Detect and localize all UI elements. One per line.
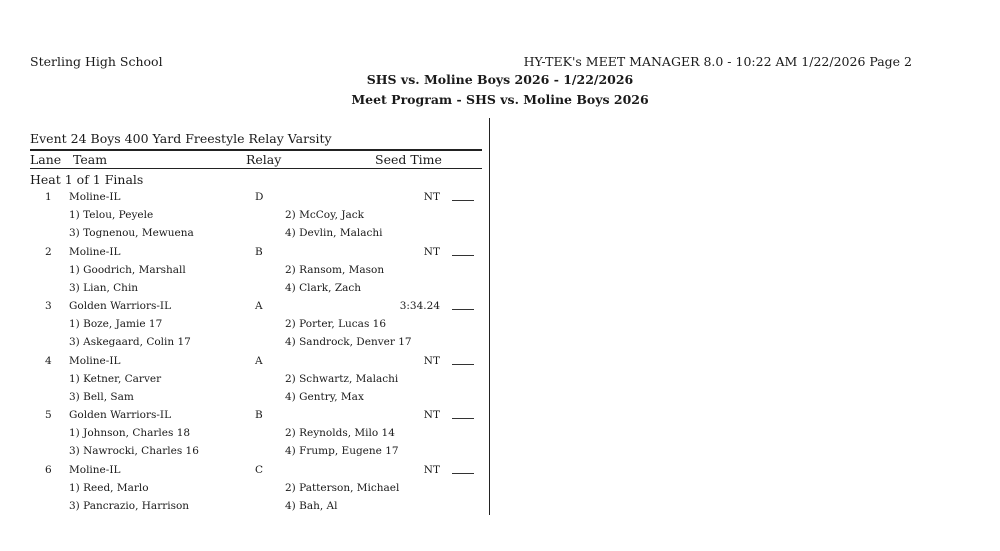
- lane-number: 2: [45, 245, 52, 258]
- meet-title: SHS vs. Moline Boys 2026 - 1/22/2026: [366, 72, 634, 87]
- swimmer-1: 1) Reed, Marlo: [69, 481, 149, 494]
- lane-number: 1: [45, 191, 52, 203]
- entry-row: [0, 246, 490, 264]
- event-title: Event 24 Boys 400 Yard Freestyle Relay Varsity: [30, 131, 332, 146]
- swimmer-row: [0, 427, 490, 445]
- swimmer-2: 2) Reynolds, Milo 14: [285, 427, 395, 440]
- school-name: Sterling High School: [30, 54, 163, 69]
- swimmer-3: 3) Nawrocki, Charles 16: [69, 445, 199, 458]
- swimmer-row: [0, 264, 490, 282]
- entry-row: [0, 300, 490, 318]
- swimmer-3: 3) Askegaard, Colin 17: [69, 336, 191, 349]
- lane-number: 4: [45, 354, 52, 367]
- team-name: Moline-IL: [69, 245, 121, 258]
- team-name: Moline-IL: [69, 463, 121, 476]
- swimmer-row: [0, 227, 490, 245]
- swimmer-4: 4) Frump, Eugene 17: [285, 445, 399, 458]
- swimmer-4: 4) Bah, Al: [285, 499, 338, 512]
- col-team-header: Team: [73, 152, 108, 167]
- swimmer-4: 4) Sandrock, Denver 17: [285, 336, 412, 349]
- relay-letter: A: [255, 354, 263, 367]
- program-title: Meet Program - SHS vs. Moline Boys 2026: [351, 92, 649, 107]
- swimmer-row: [0, 391, 490, 409]
- relay-letter: A: [255, 300, 263, 312]
- swimmer-1: 1) Boze, Jamie 17: [69, 318, 163, 331]
- lane-number: 6: [45, 463, 52, 476]
- swimmer-row: [0, 336, 490, 354]
- seed-time: NT: [423, 191, 440, 203]
- swimmer-3: 3) Bell, Sam: [69, 390, 134, 403]
- team-name: Moline-IL: [69, 191, 121, 203]
- col-relay-header: Relay: [246, 152, 282, 167]
- team-name: Moline-IL: [69, 354, 121, 367]
- swimmer-1: 1) Ketner, Carver: [69, 372, 162, 385]
- swimmer-1: 1) Telou, Peyele: [69, 209, 154, 222]
- lane-number: 5: [45, 409, 52, 421]
- result-blank: [452, 246, 474, 259]
- seed-time: NT: [423, 463, 440, 476]
- result-blank: [452, 300, 474, 313]
- relay-letter: B: [255, 409, 263, 421]
- seed-time: NT: [423, 409, 440, 421]
- swimmer-row: [0, 318, 490, 336]
- swimmer-2: 2) Schwartz, Malachi: [285, 372, 399, 385]
- swimmer-3: 3) Lian, Chin: [69, 281, 139, 294]
- swimmer-4: 4) Gentry, Max: [285, 390, 364, 403]
- column-header-rule: [30, 168, 482, 169]
- result-blank: [452, 409, 474, 422]
- seed-time: NT: [423, 245, 440, 258]
- heat-label: Heat 1 of 1 Finals: [30, 172, 144, 187]
- team-name: Golden Warriors-IL: [69, 300, 172, 312]
- seed-time: NT: [423, 354, 440, 367]
- relay-letter: D: [255, 191, 264, 203]
- software-stamp: HY-TEK's MEET MANAGER 8.0 - 10:22 AM 1/22/2026 Page 2: [523, 54, 912, 69]
- swimmer-3: 3) Tognenou, Mewuena: [69, 227, 194, 240]
- col-seed-header: Seed Time: [375, 152, 442, 167]
- entry-row: [0, 355, 490, 373]
- swimmer-row: [0, 373, 490, 391]
- swimmer-3: 3) Pancrazio, Harrison: [69, 499, 190, 512]
- team-name: Golden Warriors-IL: [69, 409, 172, 421]
- swimmer-4: 4) Clark, Zach: [285, 281, 362, 294]
- result-blank: [452, 191, 474, 204]
- swimmer-row: [0, 482, 490, 500]
- seed-time: 3:34.24: [399, 300, 440, 312]
- event-title-rule: [30, 149, 482, 151]
- entry-row: [0, 191, 490, 209]
- swimmer-row: [0, 445, 490, 463]
- relay-letter: C: [255, 463, 264, 476]
- swimmer-1: 1) Johnson, Charles 18: [69, 427, 191, 440]
- relay-letter: B: [255, 245, 263, 258]
- swimmer-2: 2) McCoy, Jack: [285, 209, 365, 222]
- entry-row: [0, 464, 490, 482]
- col-lane-header: Lane: [30, 152, 62, 167]
- swimmer-row: [0, 500, 490, 518]
- swimmer-row: [0, 209, 490, 227]
- swimmer-row: [0, 282, 490, 300]
- swimmer-2: 2) Ransom, Mason: [285, 263, 385, 276]
- swimmer-2: 2) Patterson, Michael: [285, 481, 400, 494]
- entry-row: [0, 409, 490, 427]
- lane-number: 3: [45, 300, 52, 312]
- swimmer-2: 2) Porter, Lucas 16: [285, 318, 387, 331]
- swimmer-4: 4) Devlin, Malachi: [285, 227, 383, 240]
- result-blank: [452, 464, 474, 477]
- result-blank: [452, 355, 474, 368]
- swimmer-1: 1) Goodrich, Marshall: [69, 263, 186, 276]
